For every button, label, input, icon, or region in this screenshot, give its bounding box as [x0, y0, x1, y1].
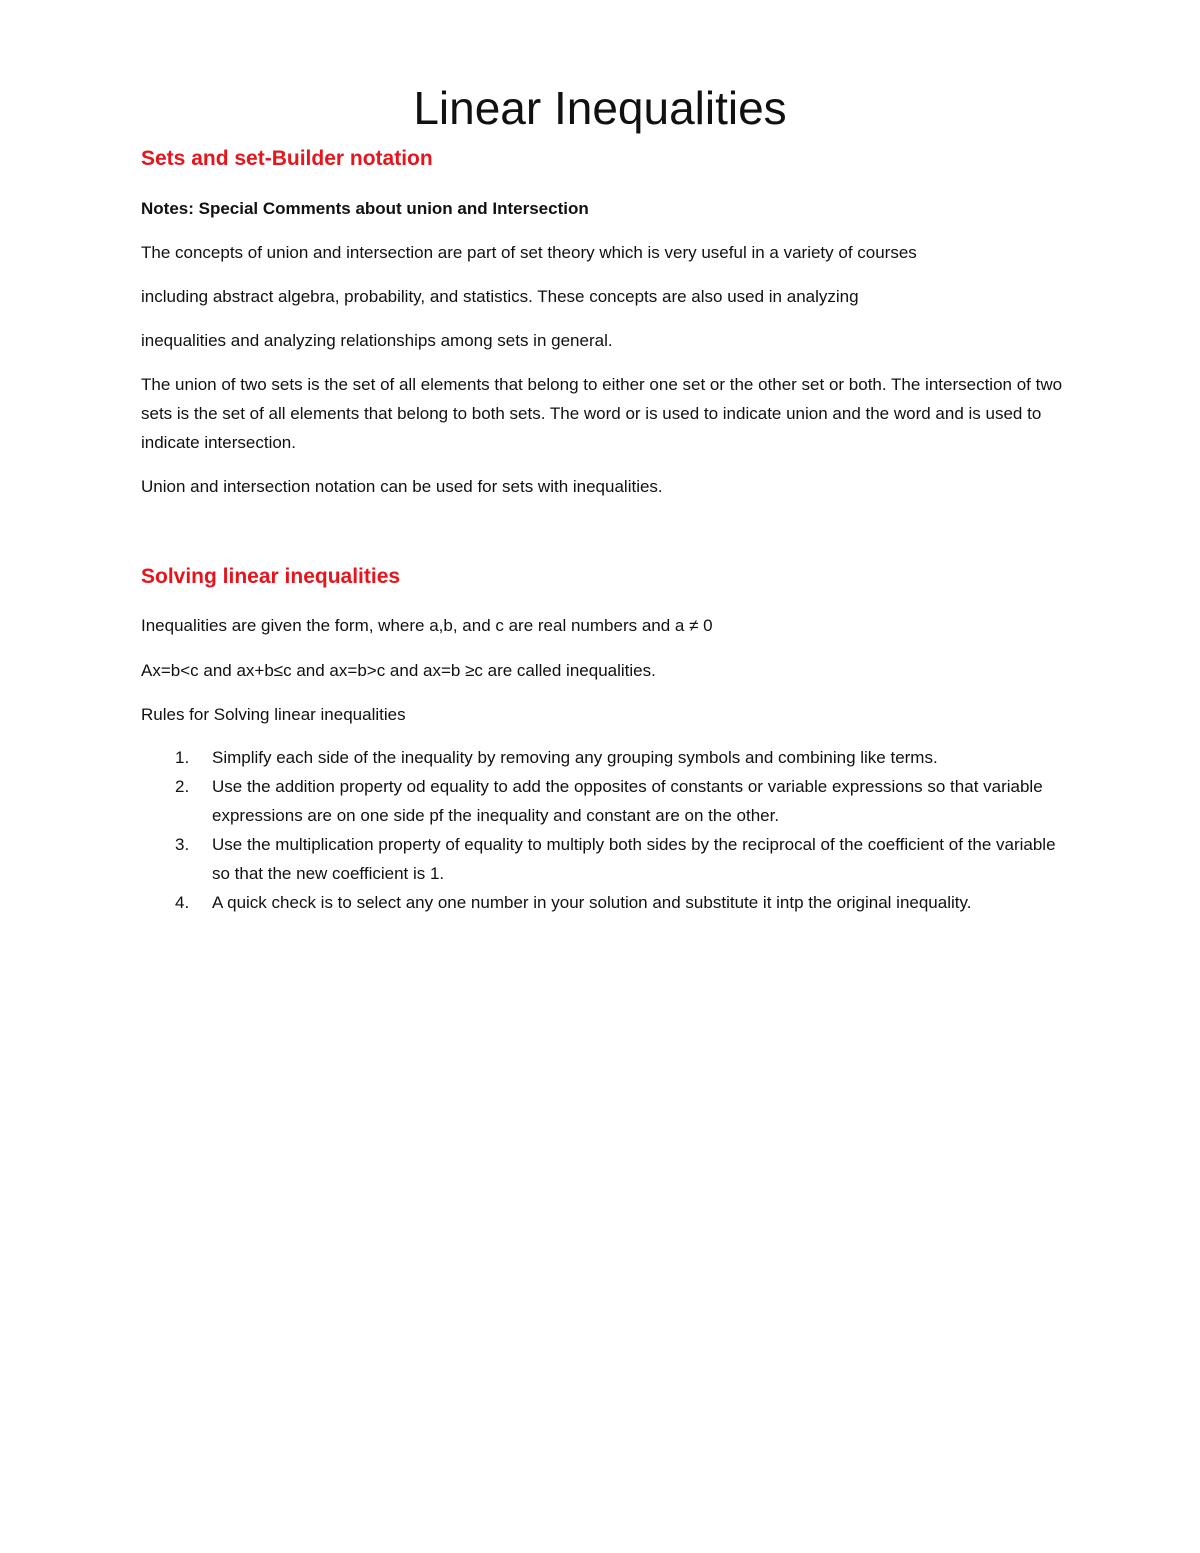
paragraph-line: inequalities and analyzing relationships among sets in general. — [141, 331, 613, 350]
inequality-examples-paragraph: Ax=b<c and ax+b≤c and ax=b>c and ax=b ≥c are called inequalities. — [141, 661, 656, 680]
rules-list — [141, 743, 1071, 917]
list-number: 3. — [175, 835, 190, 854]
list-item — [141, 888, 1071, 917]
list-item-text: Use the addition property od equality to add the opposites of constants or variable expressions so that variable expressions are on one side pf the inequality and constant are on the other. — [212, 777, 1043, 825]
document-title: Linear Inequalities — [413, 82, 787, 134]
list-item-text: Simplify each side of the inequality by removing any grouping symbols and combining like terms. — [212, 748, 938, 767]
notes-label: Notes: Special Comments about union and Intersection — [141, 199, 589, 218]
list-item-text: A quick check is to select any one number in your solution and substitute it intp the original inequality. — [212, 893, 972, 912]
list-item — [141, 772, 1071, 830]
list-number: 4. — [175, 893, 190, 912]
section-heading-solving: Solving linear inequalities — [141, 565, 401, 588]
section-heading-sets: Sets and set-Builder notation — [141, 147, 433, 170]
list-item — [141, 830, 1071, 888]
rules-intro: Rules for Solving linear inequalities — [141, 705, 406, 724]
inequality-form-paragraph: Inequalities are given the form, where a,b, and c are real numbers and a ≠ 0 — [141, 616, 713, 635]
list-number: 1. — [175, 748, 190, 767]
paragraph-line: The concepts of union and intersection are part of set theory which is very useful in a variety of courses — [141, 243, 917, 262]
list-item — [141, 743, 1071, 772]
paragraph-line: including abstract algebra, probability, and statistics. These concepts are also used in analyzing — [141, 287, 859, 306]
list-item-text: Use the multiplication property of equality to multiply both sides by the reciprocal of the coefficient of the variable so that the new coefficient is 1. — [212, 835, 1056, 883]
list-number: 2. — [175, 777, 190, 796]
notation-paragraph: Union and intersection notation can be used for sets with inequalities. — [141, 477, 663, 496]
union-intersection-paragraph: The union of two sets is the set of all elements that belong to either one set or the other set or both. The intersection of two sets is the set of all elements that belong to both sets. The word or is used to indicate union and the word and is used to indicate intersection. — [141, 375, 1063, 452]
